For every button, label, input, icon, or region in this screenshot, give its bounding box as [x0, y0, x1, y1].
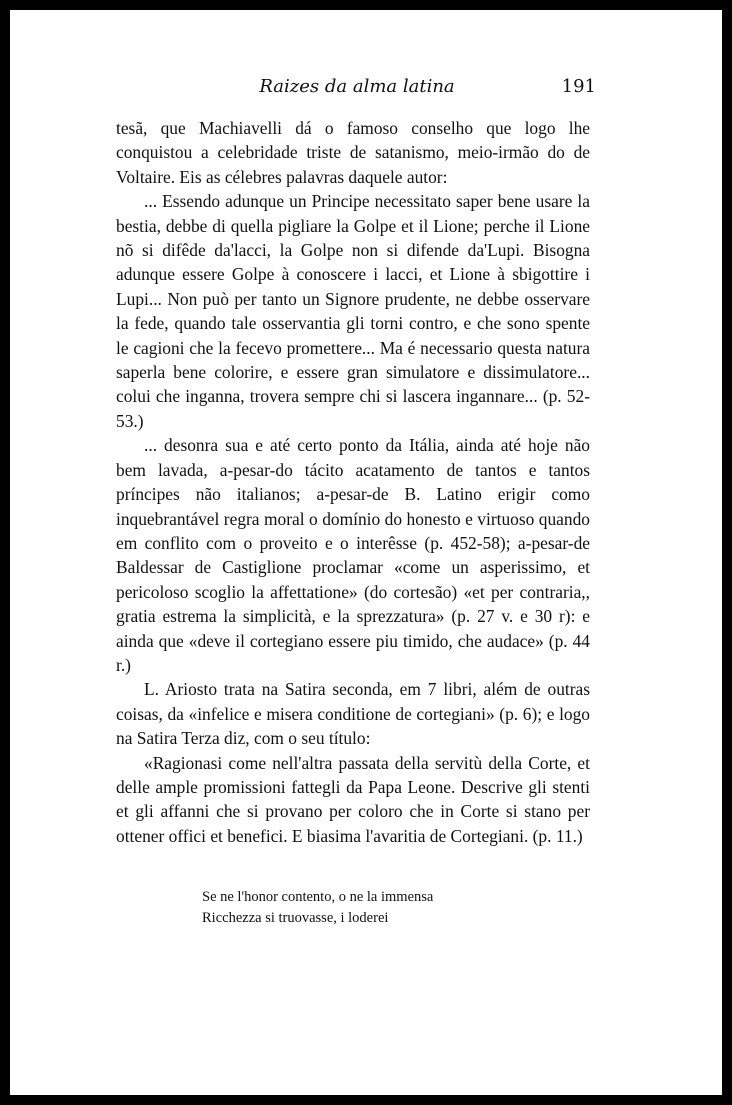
paragraph-machiavelli-quote: ... Essendo adunque un Principe necessitato saper bene usare la bestia, debbe di quella pigliare la Golpe et il Lione; perche il Lione nõ si difêde da'lacci, la Golpe non si difende da'Lupi. Bisogna adunque essere Golpe à conoscere i lacci, et Lione à sbigottire i Lupi... Non può per tanto un Signore prudente, ne debbe osservare la fede, quando tale osservantia gli torni contro, e che sono spente le cagioni che la fecevo promettere... Ma é necessario questa natura saperla bene colorire, e essere gran simulatore e dissimulatore... colui che inganna, trovera sempre chi si lascera ingannare... (p. 52-53.) — [116, 191, 590, 431]
paragraph-intro: tesã, que Machiavelli dá o famoso conselho que logo lhe conquistou a celebridade triste de satanismo, meio-irmão do de Voltaire. Eis as célebres palavras daquele autor: — [116, 118, 590, 187]
verse-line: Se ne l'honor contento, o ne la immensa — [202, 889, 434, 905]
running-title: Raizes da alma latina — [259, 76, 455, 97]
paragraph-ariosto: L. Ariosto trata na Satira seconda, em 7 libri, além de outras coisas, da «infelice e misera conditione de cortegiani» (p. 6); e logo na Satira Terza diz, com o seu título: — [116, 679, 590, 749]
paragraph-italy: ... desonra sua e até certo ponto da Itália, ainda até hoje não bem lavada, a-pesar-do tácito acatamento de tantos e tantos príncipes não italianos; a-pesar-de B. Latino erigir como inquebrantável regra moral o domínio do honesto e virtuoso quando em conflito com o proveito e o interêsse (p. 452-58); a-pesar-de Baldessar de Castiglione proclamar «come un asperissimo, et pericoloso scoglio la affettatione» (do cortesão) «et per contraria,, gratia estrema la simplicità, e la sprezzatura» (p. 27 v. e 30 r): e ainda que «deve il cortegiano essere piu timido, che audace» (p. 44 r.) — [116, 435, 590, 675]
paragraph-satira-quote: «Ragionasi come nell'altra passata della servitù della Corte, et delle ample promissioni fattegli da Papa Leone. Descrive gli stenti et gli affanni che si provano per coloro che in Corte si stano per ottener offici et benefici. E biasima l'avaritia de Cortegiani. (p. 11.) — [116, 752, 590, 846]
page-header — [118, 72, 596, 102]
verse-line: Ricchezza si truovasse, i loderei — [202, 910, 389, 926]
verse-quote — [202, 887, 522, 929]
page-number: 191 — [561, 76, 596, 97]
book-page — [10, 10, 722, 1095]
body-text — [116, 116, 590, 848]
